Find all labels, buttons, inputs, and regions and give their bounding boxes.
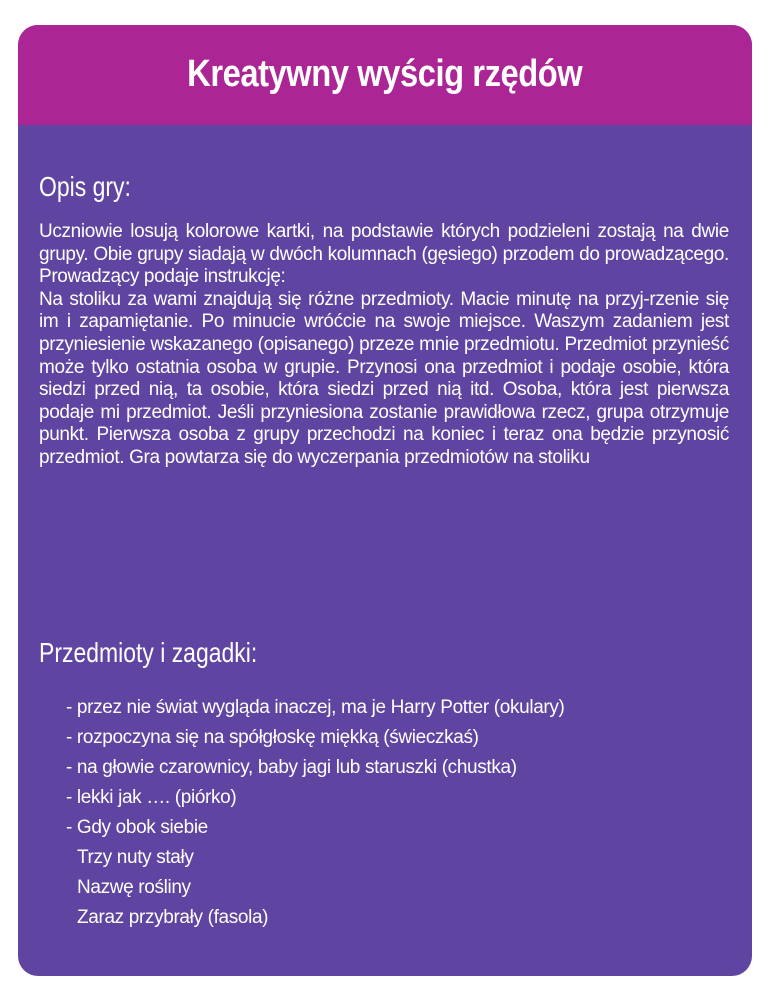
card-header — [18, 25, 752, 125]
riddle-poem-line: Trzy nuty stały — [77, 847, 194, 868]
game-card — [18, 25, 752, 976]
riddles-list — [66, 693, 565, 933]
riddle-poem-line: Zaraz przybrały (fasola) — [77, 907, 269, 928]
riddle-item: - rozpoczyna się na spółgłoskę miękką (świeczkaś) — [66, 727, 479, 748]
game-description — [39, 221, 729, 470]
riddle-poem-line: Nazwę rośliny — [77, 877, 191, 898]
riddle-item: - przez nie świat wygląda inaczej, ma je Harry Potter (okulary) — [66, 697, 565, 718]
riddles-heading: Przedmioty i zagadki: — [39, 637, 258, 668]
page-title: Kreatywny wyścig rzędów — [187, 52, 583, 95]
description-intro: Uczniowie losują kolorowe kartki, na podstawie których podzieleni zostają na dwie grupy. Obie grupy siadają w dwóch kolumnach (gęsiego) przodem do prowadzącego. Prowadzący podaje instrukcję: — [39, 221, 729, 288]
description-heading: Opis gry: — [39, 171, 131, 202]
riddle-item: - Gdy obok siebie — [66, 817, 208, 838]
description-instructions: Na stoliku za wami znajdują się różne przedmioty. Macie minutę na przyj-rzenie się im i zapamiętanie. Po minucie wróćcie na swoje miejsce. Waszym zadaniem jest przyniesienie wskazanego (opisanego) przeze mnie przedmiotu. Przedmiot przynieść może tylko ostatnia osoba w grupie. Przynosi ona przedmiot i podaje osobie, która siedzi przed nią, ta osobie, która siedzi przed nią itd. Osoba, która jest pierwsza podaje mi przedmiot. Jeśli przyniesiona zostanie prawidłowa rzecz, grupa otrzymuje punkt. Pierwsza osoba z grupy przechodzi na koniec i teraz ona będzie przynosić przedmiot. Gra powtarza się do wyczerpania przedmiotów na stoliku — [39, 288, 729, 468]
riddle-item: - na głowie czarownicy, baby jagi lub staruszki (chustka) — [66, 757, 517, 778]
riddle-item: - lekki jak …. (piórko) — [66, 787, 237, 808]
